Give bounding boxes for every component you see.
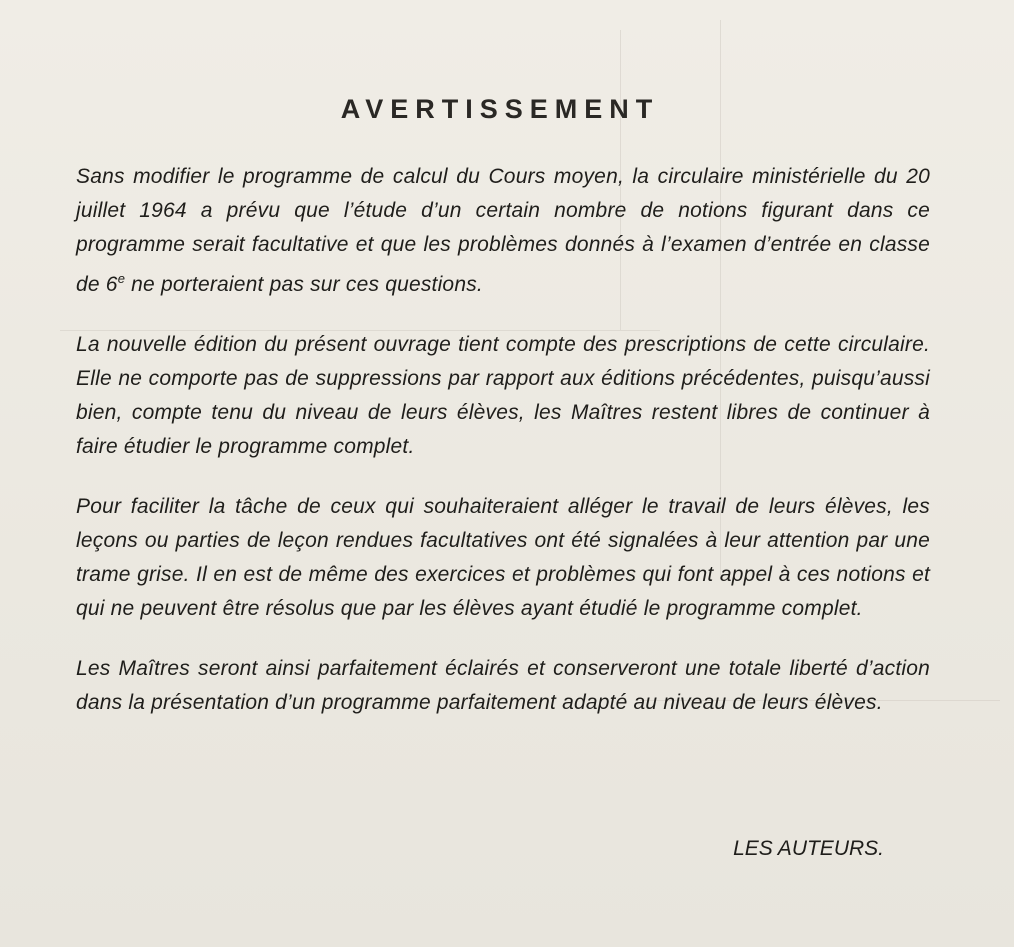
paragraph-4: Les Maîtres seront ainsi parfaitement éclairés et conserveront une totale liberté d’action dans la présentation d’un programme parfaitement adapté au niveau de leurs élèves. bbox=[76, 657, 930, 714]
paragraph-1-main: Sans modifier le programme de calcul du Cours moyen, la circulaire ministérielle du 20 juillet 1964 a prévu que l’étude d’un certain nombre de notions figurant dans ce programme serait facultative et que les problèmes donnés à l’examen d’entrée en classe de 6 bbox=[76, 165, 930, 296]
signature: LES AUTEURS. bbox=[733, 837, 884, 860]
paragraph-1-end: ne porteraient pas sur ces questions. bbox=[125, 273, 483, 296]
page-title: AVERTISSEMENT bbox=[340, 94, 660, 124]
superscript-e: e bbox=[117, 271, 126, 286]
paragraph-1 bbox=[76, 160, 930, 302]
notice-body bbox=[76, 160, 930, 746]
paragraph-3: Pour faciliter la tâche de ceux qui souhaiteraient alléger le travail de leurs élèves, les leçons ou parties de leçon rendues facultatives ont été signalées à leur attention par une trame grise. Il en est de même des exercices et problèmes qui font appel à ces notions et qui ne peuvent être résolus que par les élèves ayant étudié le programme complet. bbox=[76, 495, 930, 620]
paragraph-2: La nouvelle édition du présent ouvrage tient compte des prescriptions de cette circulaire. Elle ne comporte pas de suppressions par rapport aux éditions précédentes, puisqu’aussi bien, compte tenu du niveau de leurs élèves, les Maîtres restent libres de continuer à faire étudier le programme complet. bbox=[76, 333, 930, 458]
